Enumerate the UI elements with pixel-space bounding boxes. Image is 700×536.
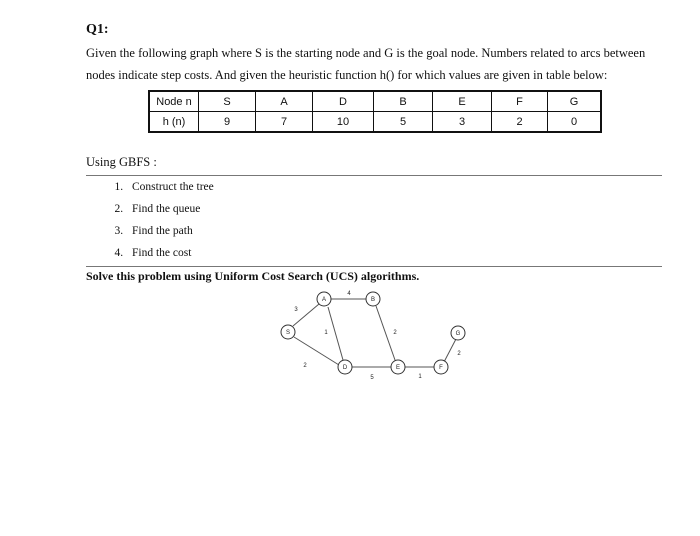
graph-node-a: [317, 292, 331, 306]
edge-b-e: [376, 306, 395, 360]
table-cell: B: [374, 91, 433, 112]
table-cell: 0: [548, 112, 602, 133]
table-cell: E: [433, 91, 492, 112]
table-header-node: Node n: [149, 91, 199, 112]
heuristic-table: [148, 90, 602, 133]
svg-text:A: A: [321, 297, 327, 303]
table-cell: 9: [199, 112, 256, 133]
edge-a-d: [328, 307, 343, 360]
edge-cost-e-f: 1: [418, 374, 422, 380]
graph-node-e: [391, 360, 405, 374]
graph-node-g: [451, 326, 465, 340]
table-cell: 7: [256, 112, 313, 133]
svg-text:G: G: [455, 331, 461, 337]
edge-cost-b-e: 2: [393, 330, 397, 336]
svg-text:B: B: [370, 297, 376, 303]
graph-node-s: [281, 325, 295, 339]
divider: [86, 266, 662, 267]
table-cell: 5: [374, 112, 433, 133]
graph-node-f: [434, 360, 448, 374]
table-cell: F: [492, 91, 548, 112]
graph-node-d: [338, 360, 352, 374]
list-item: 1. Construct the tree: [126, 176, 214, 198]
table-cell: 10: [313, 112, 374, 133]
edge-cost-a-d: 1: [324, 330, 328, 336]
intro-line-1: Given the following graph where S is the starting node and G is the goal node. Numbers related to arcs between: [86, 46, 646, 60]
list-item: 3. Find the path: [126, 220, 214, 242]
edge-s-d: [294, 337, 339, 365]
table-cell: G: [548, 91, 602, 112]
edge-cost-s-d: 2: [303, 363, 307, 369]
edge-cost-f-g: 2: [457, 351, 461, 357]
graph-node-b: [366, 292, 380, 306]
question-title: Q1:: [86, 22, 109, 37]
table-cell: 2: [492, 112, 548, 133]
table-cell: A: [256, 91, 313, 112]
edge-f-g: [444, 339, 456, 362]
intro-line-2: nodes indicate step costs. And given the heuristic function h() for which values are given in table below:: [86, 68, 608, 82]
table-row: [149, 91, 601, 112]
edge-cost-s-a: 3: [294, 307, 298, 313]
svg-text:S: S: [285, 330, 291, 336]
table-cell: D: [313, 91, 374, 112]
gbfs-steps-list: [86, 176, 214, 264]
gbfs-heading: Using GBFS :: [86, 155, 157, 169]
list-item: 4. Find the cost: [126, 242, 214, 264]
edge-cost-a-b: 4: [347, 291, 351, 297]
svg-text:F: F: [439, 365, 443, 371]
table-header-h: h (n): [149, 112, 199, 133]
table-cell: 3: [433, 112, 492, 133]
search-graph: [270, 285, 480, 395]
table-row: [149, 112, 601, 133]
list-item: 2. Find the queue: [126, 198, 214, 220]
svg-text:D: D: [342, 365, 348, 371]
svg-text:E: E: [395, 365, 401, 371]
table-cell: S: [199, 91, 256, 112]
ucs-heading: Solve this problem using Uniform Cost Search (UCS) algorithms.: [86, 269, 420, 283]
edge-cost-d-e: 5: [370, 375, 374, 381]
